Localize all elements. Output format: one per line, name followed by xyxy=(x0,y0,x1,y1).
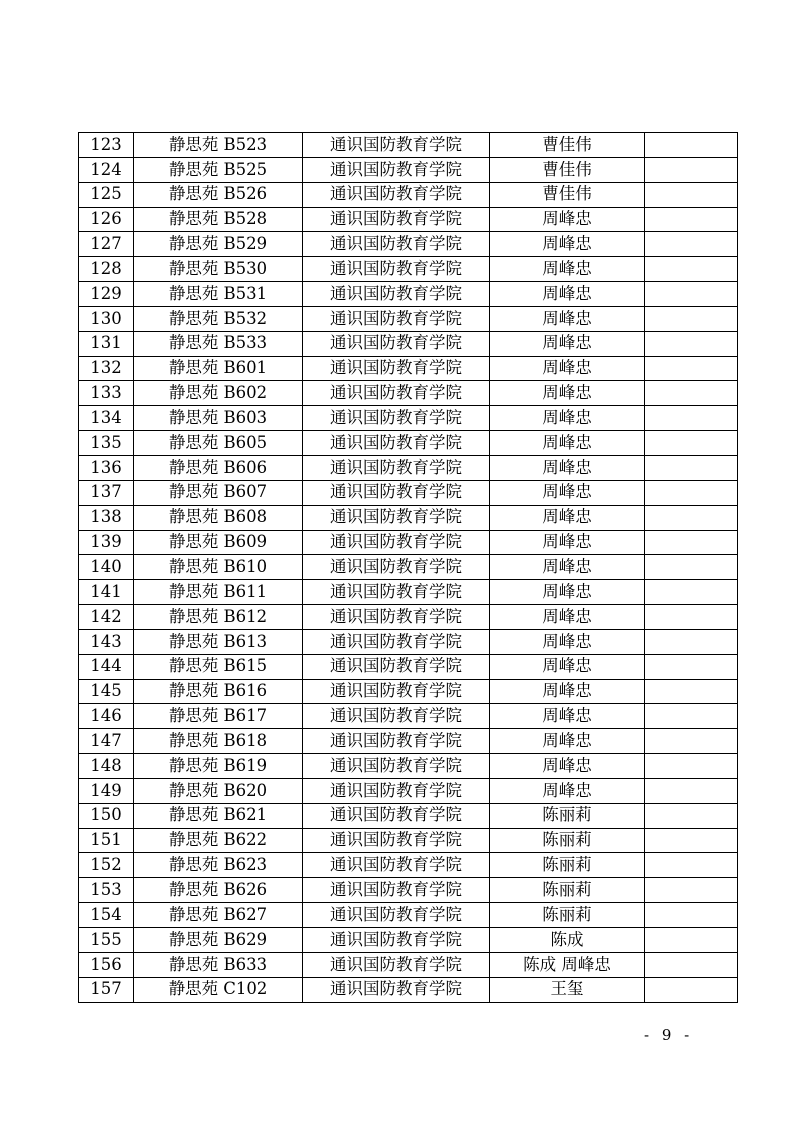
room-cell: 静思苑 B622 xyxy=(134,828,303,853)
contact-person-cell: 周峰忠 xyxy=(490,679,645,704)
room-cell: 静思苑 B608 xyxy=(134,505,303,530)
contact-person-cell: 曹佳伟 xyxy=(490,182,645,207)
college-cell: 通识国防教育学院 xyxy=(303,828,490,853)
table-row xyxy=(79,605,738,630)
college-cell: 通识国防教育学院 xyxy=(303,605,490,630)
note-cell xyxy=(645,480,738,505)
college-cell: 通识国防教育学院 xyxy=(303,555,490,580)
note-cell xyxy=(645,828,738,853)
college-cell: 通识国防教育学院 xyxy=(303,903,490,928)
room-cell: 静思苑 C102 xyxy=(134,977,303,1002)
table-row xyxy=(79,530,738,555)
contact-person-cell: 周峰忠 xyxy=(490,654,645,679)
table-row xyxy=(79,654,738,679)
college-cell: 通识国防教育学院 xyxy=(303,257,490,282)
row-number-cell: 155 xyxy=(79,928,134,953)
contact-person-cell: 周峰忠 xyxy=(490,704,645,729)
table-row xyxy=(79,282,738,307)
note-cell xyxy=(645,878,738,903)
note-cell xyxy=(645,282,738,307)
college-cell: 通识国防教育学院 xyxy=(303,878,490,903)
room-cell: 静思苑 B603 xyxy=(134,406,303,431)
note-cell xyxy=(645,157,738,182)
table-row xyxy=(79,928,738,953)
table-row xyxy=(79,977,738,1002)
room-cell: 静思苑 B523 xyxy=(134,133,303,158)
college-cell: 通识国防教育学院 xyxy=(303,282,490,307)
contact-person-cell: 曹佳伟 xyxy=(490,133,645,158)
room-cell: 静思苑 B633 xyxy=(134,952,303,977)
note-cell xyxy=(645,803,738,828)
table-row xyxy=(79,505,738,530)
row-number-cell: 148 xyxy=(79,754,134,779)
row-number-cell: 144 xyxy=(79,654,134,679)
room-cell: 静思苑 B626 xyxy=(134,878,303,903)
table-row xyxy=(79,232,738,257)
table-row xyxy=(79,853,738,878)
row-number-cell: 152 xyxy=(79,853,134,878)
contact-person-cell: 周峰忠 xyxy=(490,530,645,555)
room-cell: 静思苑 B533 xyxy=(134,331,303,356)
college-cell: 通识国防教育学院 xyxy=(303,331,490,356)
table-row xyxy=(79,878,738,903)
college-cell: 通识国防教育学院 xyxy=(303,629,490,654)
room-cell: 静思苑 B620 xyxy=(134,778,303,803)
table-row xyxy=(79,803,738,828)
contact-person-cell: 王玺 xyxy=(490,977,645,1002)
note-cell xyxy=(645,182,738,207)
table-row xyxy=(79,182,738,207)
room-cell: 静思苑 B611 xyxy=(134,580,303,605)
row-number-cell: 154 xyxy=(79,903,134,928)
college-cell: 通识国防教育学院 xyxy=(303,729,490,754)
contact-person-cell: 周峰忠 xyxy=(490,381,645,406)
note-cell xyxy=(645,704,738,729)
note-cell xyxy=(645,903,738,928)
note-cell xyxy=(645,928,738,953)
row-number-cell: 147 xyxy=(79,729,134,754)
row-number-cell: 126 xyxy=(79,207,134,232)
contact-person-cell: 陈成 周峰忠 xyxy=(490,952,645,977)
table-row xyxy=(79,828,738,853)
row-number-cell: 149 xyxy=(79,778,134,803)
row-number-cell: 146 xyxy=(79,704,134,729)
table-row xyxy=(79,903,738,928)
room-cell: 静思苑 B618 xyxy=(134,729,303,754)
contact-person-cell: 周峰忠 xyxy=(490,580,645,605)
contact-person-cell: 周峰忠 xyxy=(490,356,645,381)
contact-person-cell: 周峰忠 xyxy=(490,754,645,779)
table-row xyxy=(79,207,738,232)
note-cell xyxy=(645,605,738,630)
contact-person-cell: 周峰忠 xyxy=(490,232,645,257)
row-number-cell: 133 xyxy=(79,381,134,406)
contact-person-cell: 周峰忠 xyxy=(490,555,645,580)
note-cell xyxy=(645,580,738,605)
row-number-cell: 138 xyxy=(79,505,134,530)
contact-person-cell: 周峰忠 xyxy=(490,406,645,431)
table-row xyxy=(79,331,738,356)
contact-person-cell: 周峰忠 xyxy=(490,331,645,356)
college-cell: 通识国防教育学院 xyxy=(303,803,490,828)
table-row xyxy=(79,729,738,754)
college-cell: 通识国防教育学院 xyxy=(303,381,490,406)
room-cell: 静思苑 B613 xyxy=(134,629,303,654)
college-cell: 通识国防教育学院 xyxy=(303,530,490,555)
table-row xyxy=(79,629,738,654)
room-cell: 静思苑 B531 xyxy=(134,282,303,307)
contact-person-cell: 陈成 xyxy=(490,928,645,953)
room-cell: 静思苑 B617 xyxy=(134,704,303,729)
room-assignment-table xyxy=(78,132,738,1003)
college-cell: 通识国防教育学院 xyxy=(303,356,490,381)
college-cell: 通识国防教育学院 xyxy=(303,455,490,480)
college-cell: 通识国防教育学院 xyxy=(303,952,490,977)
table-row xyxy=(79,952,738,977)
contact-person-cell: 周峰忠 xyxy=(490,306,645,331)
note-cell xyxy=(645,331,738,356)
room-cell: 静思苑 B528 xyxy=(134,207,303,232)
row-number-cell: 143 xyxy=(79,629,134,654)
row-number-cell: 157 xyxy=(79,977,134,1002)
room-cell: 静思苑 B602 xyxy=(134,381,303,406)
row-number-cell: 134 xyxy=(79,406,134,431)
note-cell xyxy=(645,406,738,431)
room-cell: 静思苑 B621 xyxy=(134,803,303,828)
college-cell: 通识国防教育学院 xyxy=(303,928,490,953)
row-number-cell: 135 xyxy=(79,431,134,456)
note-cell xyxy=(645,654,738,679)
contact-person-cell: 周峰忠 xyxy=(490,729,645,754)
note-cell xyxy=(645,257,738,282)
row-number-cell: 130 xyxy=(79,306,134,331)
contact-person-cell: 陈丽莉 xyxy=(490,903,645,928)
contact-person-cell: 周峰忠 xyxy=(490,605,645,630)
college-cell: 通识国防教育学院 xyxy=(303,580,490,605)
room-cell: 静思苑 B623 xyxy=(134,853,303,878)
college-cell: 通识国防教育学院 xyxy=(303,157,490,182)
row-number-cell: 151 xyxy=(79,828,134,853)
note-cell xyxy=(645,381,738,406)
table-row xyxy=(79,580,738,605)
row-number-cell: 139 xyxy=(79,530,134,555)
room-cell: 静思苑 B605 xyxy=(134,431,303,456)
table-row xyxy=(79,406,738,431)
table-row xyxy=(79,431,738,456)
row-number-cell: 145 xyxy=(79,679,134,704)
room-cell: 静思苑 B627 xyxy=(134,903,303,928)
row-number-cell: 125 xyxy=(79,182,134,207)
college-cell: 通识国防教育学院 xyxy=(303,232,490,257)
room-cell: 静思苑 B615 xyxy=(134,654,303,679)
row-number-cell: 156 xyxy=(79,952,134,977)
contact-person-cell: 周峰忠 xyxy=(490,207,645,232)
college-cell: 通识国防教育学院 xyxy=(303,133,490,158)
row-number-cell: 141 xyxy=(79,580,134,605)
table-row xyxy=(79,381,738,406)
college-cell: 通识国防教育学院 xyxy=(303,182,490,207)
note-cell xyxy=(645,679,738,704)
row-number-cell: 127 xyxy=(79,232,134,257)
note-cell xyxy=(645,952,738,977)
contact-person-cell: 周峰忠 xyxy=(490,480,645,505)
note-cell xyxy=(645,306,738,331)
contact-person-cell: 陈丽莉 xyxy=(490,828,645,853)
table-row xyxy=(79,679,738,704)
contact-person-cell: 陈丽莉 xyxy=(490,878,645,903)
room-cell: 静思苑 B606 xyxy=(134,455,303,480)
row-number-cell: 136 xyxy=(79,455,134,480)
note-cell xyxy=(645,207,738,232)
table-row xyxy=(79,157,738,182)
college-cell: 通识国防教育学院 xyxy=(303,431,490,456)
college-cell: 通识国防教育学院 xyxy=(303,679,490,704)
table-row xyxy=(79,555,738,580)
table-row xyxy=(79,704,738,729)
contact-person-cell: 周峰忠 xyxy=(490,629,645,654)
college-cell: 通识国防教育学院 xyxy=(303,406,490,431)
room-cell: 静思苑 B629 xyxy=(134,928,303,953)
college-cell: 通识国防教育学院 xyxy=(303,853,490,878)
room-cell: 静思苑 B601 xyxy=(134,356,303,381)
college-cell: 通识国防教育学院 xyxy=(303,654,490,679)
note-cell xyxy=(645,977,738,1002)
college-cell: 通识国防教育学院 xyxy=(303,505,490,530)
row-number-cell: 123 xyxy=(79,133,134,158)
table-row xyxy=(79,306,738,331)
row-number-cell: 153 xyxy=(79,878,134,903)
note-cell xyxy=(645,754,738,779)
note-cell xyxy=(645,629,738,654)
note-cell xyxy=(645,356,738,381)
room-cell: 静思苑 B530 xyxy=(134,257,303,282)
row-number-cell: 132 xyxy=(79,356,134,381)
row-number-cell: 131 xyxy=(79,331,134,356)
contact-person-cell: 陈丽莉 xyxy=(490,853,645,878)
page-number: - 9 - xyxy=(644,1026,694,1044)
row-number-cell: 142 xyxy=(79,605,134,630)
college-cell: 通识国防教育学院 xyxy=(303,754,490,779)
table-row xyxy=(79,754,738,779)
contact-person-cell: 周峰忠 xyxy=(490,257,645,282)
row-number-cell: 137 xyxy=(79,480,134,505)
room-cell: 静思苑 B526 xyxy=(134,182,303,207)
contact-person-cell: 周峰忠 xyxy=(490,455,645,480)
contact-person-cell: 周峰忠 xyxy=(490,505,645,530)
room-cell: 静思苑 B525 xyxy=(134,157,303,182)
contact-person-cell: 周峰忠 xyxy=(490,431,645,456)
note-cell xyxy=(645,133,738,158)
contact-person-cell: 陈丽莉 xyxy=(490,803,645,828)
college-cell: 通识国防教育学院 xyxy=(303,704,490,729)
note-cell xyxy=(645,232,738,257)
table-row xyxy=(79,257,738,282)
note-cell xyxy=(645,455,738,480)
note-cell xyxy=(645,555,738,580)
note-cell xyxy=(645,505,738,530)
room-cell: 静思苑 B529 xyxy=(134,232,303,257)
table-row xyxy=(79,778,738,803)
row-number-cell: 129 xyxy=(79,282,134,307)
table-row xyxy=(79,455,738,480)
note-cell xyxy=(645,853,738,878)
room-cell: 静思苑 B532 xyxy=(134,306,303,331)
table-row xyxy=(79,356,738,381)
contact-person-cell: 周峰忠 xyxy=(490,778,645,803)
college-cell: 通识国防教育学院 xyxy=(303,306,490,331)
note-cell xyxy=(645,778,738,803)
contact-person-cell: 周峰忠 xyxy=(490,282,645,307)
row-number-cell: 140 xyxy=(79,555,134,580)
room-cell: 静思苑 B619 xyxy=(134,754,303,779)
note-cell xyxy=(645,530,738,555)
college-cell: 通识国防教育学院 xyxy=(303,207,490,232)
table-body xyxy=(79,133,738,1003)
table-row xyxy=(79,133,738,158)
room-cell: 静思苑 B607 xyxy=(134,480,303,505)
college-cell: 通识国防教育学院 xyxy=(303,778,490,803)
college-cell: 通识国防教育学院 xyxy=(303,977,490,1002)
note-cell xyxy=(645,431,738,456)
room-cell: 静思苑 B612 xyxy=(134,605,303,630)
college-cell: 通识国防教育学院 xyxy=(303,480,490,505)
row-number-cell: 128 xyxy=(79,257,134,282)
room-cell: 静思苑 B609 xyxy=(134,530,303,555)
contact-person-cell: 曹佳伟 xyxy=(490,157,645,182)
table-row xyxy=(79,480,738,505)
room-cell: 静思苑 B616 xyxy=(134,679,303,704)
row-number-cell: 124 xyxy=(79,157,134,182)
note-cell xyxy=(645,729,738,754)
room-cell: 静思苑 B610 xyxy=(134,555,303,580)
row-number-cell: 150 xyxy=(79,803,134,828)
